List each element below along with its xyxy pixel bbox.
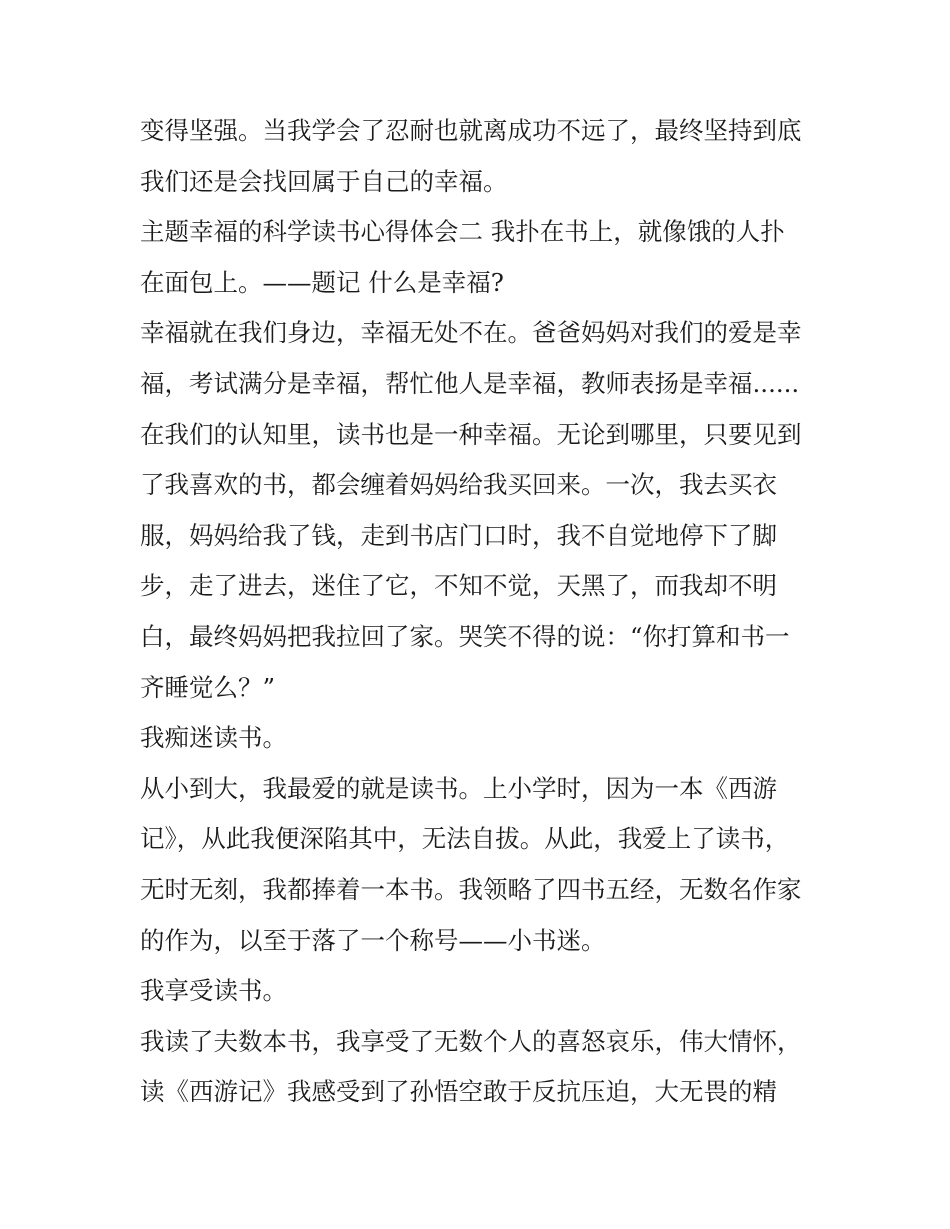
text-line: 幸福就在我们身边，幸福无处不在。爸爸妈妈对我们的爱是幸	[140, 318, 802, 348]
text-line: 主题幸福的科学读书心得体会二 我扑在书上，就像饿的人扑	[140, 217, 785, 247]
body-text	[140, 106, 820, 1118]
text-line: 我们还是会找回属于自己的幸福。	[140, 166, 508, 196]
text-line: 在我们的认知里，读书也是一种幸福。无论到哪里，只要见到	[140, 419, 802, 449]
text-line: 在面包上。——题记 什么是幸福?	[140, 267, 504, 297]
text-line: 记》，从此我便深陷其中，无法自拔。从此，我爱上了读书，	[140, 824, 790, 854]
text-line: 变得坚强。当我学会了忍耐也就离成功不远了，最终坚持到底	[140, 116, 802, 145]
text-line: 我享受读书。	[140, 976, 287, 1006]
text-line: 我痴迷读书。	[140, 723, 287, 753]
text-line: 我读了夫数本书，我享受了无数个人的喜怒哀乐，伟大情怀，	[140, 1026, 802, 1056]
text-line: 步，走了进去，迷住了它，不知不觉，天黑了，而我却不明	[140, 571, 777, 601]
text-line: 无时无刻，我都捧着一本书。我领略了四书五经，无数名作家	[140, 874, 802, 904]
text-line: 服，妈妈给我了钱，走到书店门口时，我不自觉地停下了脚	[140, 520, 777, 550]
text-line: 福，考试满分是幸福，帮忙他人是幸福，教师表扬是幸福......	[140, 368, 800, 398]
text-line: 齐睡觉么？”	[140, 672, 276, 702]
text-line: 读《西游记》我感受到了孙悟空敢于反抗压迫，大无畏的精	[140, 1077, 777, 1107]
text-line: 白，最终妈妈把我拉回了家。哭笑不得的说：“你打算和书一	[140, 621, 790, 651]
text-line: 的作为，以至于落了一个称号——小书迷。	[140, 925, 606, 955]
text-line: 了我喜欢的书，都会缠着妈妈给我买回来。一次，我去买衣	[140, 470, 777, 500]
text-line: 从小到大，我最爱的就是读书。上小学时，因为一本《西游	[140, 773, 777, 803]
